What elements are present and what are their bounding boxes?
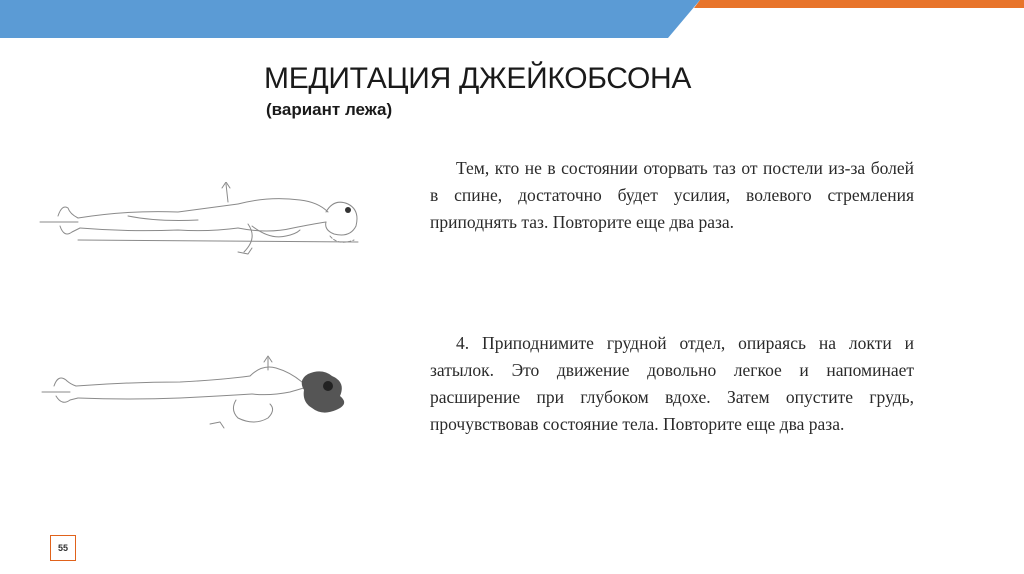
slide-title: МЕДИТАЦИЯ ДЖЕЙКОБСОНА (264, 62, 692, 95)
paragraph-chest: 4. Приподнимите грудной отдел, опираясь на локти и затылок. Это движение довольно легкое и напоминает расширение при глубоком вдохе. Затем опустите грудь, прочувствовав состояние тела. Повторите еще два раза. (430, 333, 914, 434)
feet (58, 207, 80, 234)
hair (302, 371, 344, 412)
banner-blue-bar (0, 0, 700, 38)
knee-line (128, 216, 198, 221)
slide-subtitle: (вариант лежа) (266, 100, 393, 119)
arm (233, 400, 272, 422)
paragraph-pelvis: Тем, кто не в состоянии оторвать таз от постели из-за болей в спине, достаточно будет усилия, волевого стремления приподнять таз. Повторите еще два раза. (430, 158, 914, 232)
legs (78, 204, 238, 231)
effort-arrow (222, 182, 230, 202)
torso (238, 199, 328, 231)
page-number: 55 (50, 535, 76, 561)
pillow (330, 236, 354, 242)
head (326, 202, 357, 235)
hand (210, 422, 224, 428)
illustration-chest-lift (40, 352, 352, 442)
effort-arrow (264, 356, 272, 370)
illustration-pelvis-lift (38, 182, 360, 262)
feet (54, 378, 78, 402)
legs (76, 376, 252, 399)
banner-orange-stripe (694, 0, 1024, 8)
top-banner (0, 0, 1024, 40)
torso (250, 367, 310, 395)
